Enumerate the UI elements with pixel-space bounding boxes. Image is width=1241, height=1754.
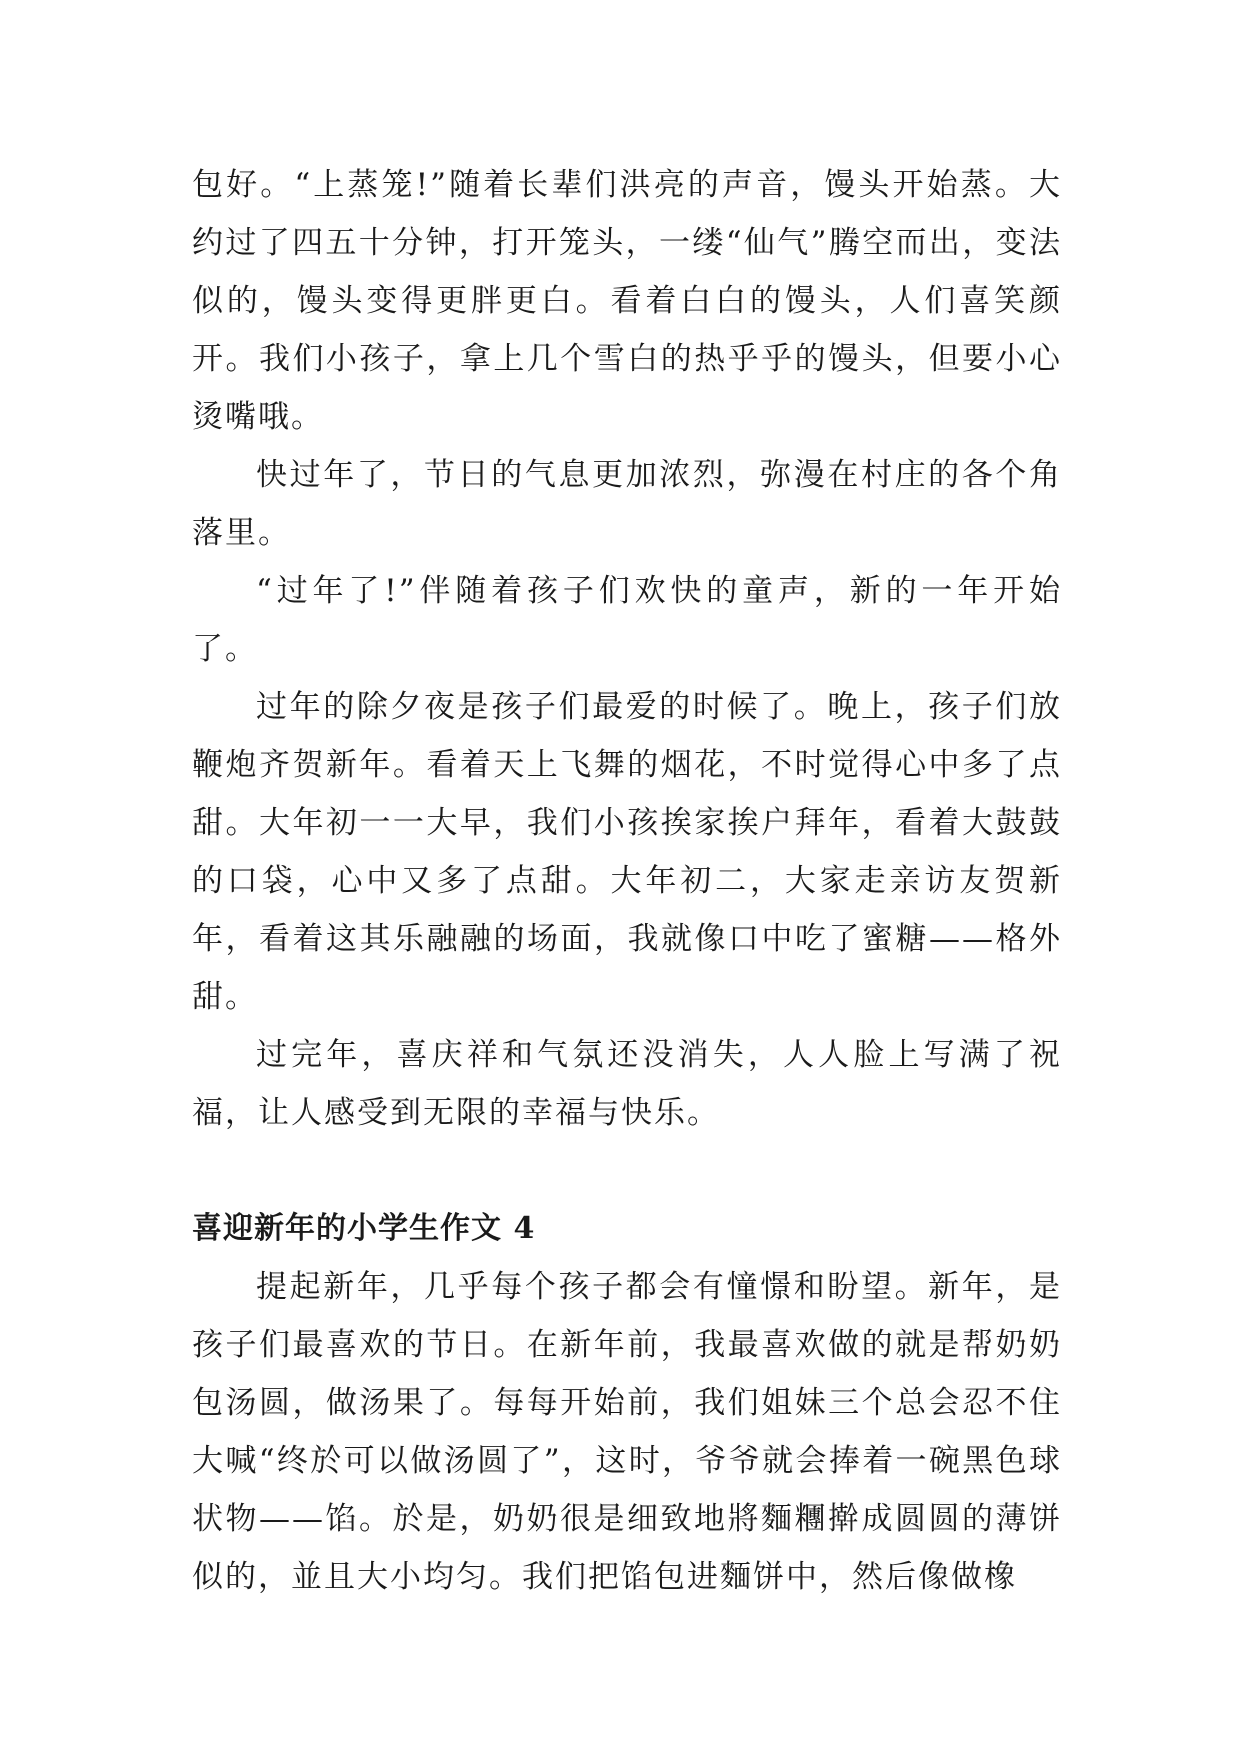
document-body xyxy=(192,156,1062,1606)
paragraph-1: 包好。“上蒸笼!”随着长辈们洪亮的声音，馒头开始蒸。大约过了四五十分钟，打开笼头，一缕“仙气”腾空而出，变法似的，馒头变得更胖更白。看着白白的馒头，人们喜笑颜开。我们小孩子，拿上几个雪白的热乎乎的馒头，但要小心烫嘴哦。 xyxy=(192,167,1062,435)
section-title: 喜迎新年的小学生作文 4 xyxy=(192,1211,536,1246)
paragraph-5: 过完年，喜庆祥和气氛还没消失，人人脸上写满了祝福，让人感受到无限的幸福与快乐。 xyxy=(192,1037,1062,1131)
paragraph-3: “过年了!”伴随着孩子们欢快的童声，新的一年开始了。 xyxy=(192,573,1062,667)
paragraph-6: 提起新年，几乎每个孩子都会有憧憬和盼望。新年，是孩子们最喜欢的节日。在新年前，我最喜欢做的就是帮奶奶包汤圆，做汤果了。每每开始前，我们姐妹三个总会忍不住大喊“终於可以做汤圆了”，这时，爷爷就会捧着一碗黑色球状物——馅。於是，奶奶很是细致地將麵糰擀成圆圆的薄饼似的，並且大小均匀。我们把馅包进麵饼中，然后像做橡 xyxy=(192,1269,1062,1595)
section-spacer xyxy=(192,1142,1062,1200)
paragraph-4: 过年的除夕夜是孩子们最爱的时候了。晚上，孩子们放鞭炮齐贺新年。看着天上飞舞的烟花，不时觉得心中多了点甜。大年初一一大早，我们小孩挨家挨户拜年，看着大鼓鼓的口袋，心中又多了点甜。大年初二，大家走亲访友贺新年，看着这其乐融融的场面，我就像口中吃了蜜糖——格外甜。 xyxy=(192,689,1062,1015)
paragraph-2: 快过年了，节日的气息更加浓烈，弥漫在村庄的各个角落里。 xyxy=(192,457,1062,551)
